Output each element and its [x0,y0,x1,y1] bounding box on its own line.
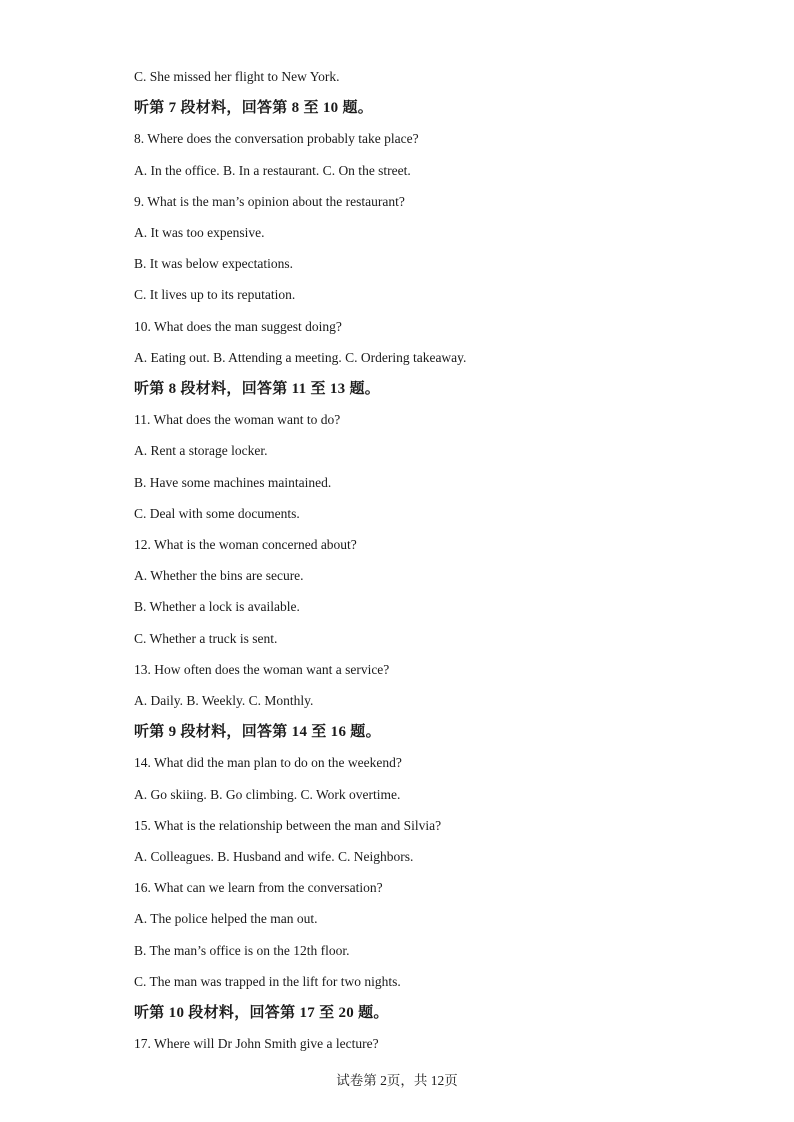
question-line: 17. Where will Dr John Smith give a lecture? [134,1036,379,1052]
question-line: 13. How often does the woman want a service? [134,661,390,677]
question-line: B. It was below expectations. [134,256,293,272]
question-line: 16. What can we learn from the conversation? [134,880,383,896]
section-heading: 听第 10 段材料，回答第 17 至 20 题。 [134,1005,389,1021]
section-heading: 听第 8 段材料，回答第 11 至 13 题。 [134,381,381,397]
question-line: A. Daily. B. Weekly. C. Monthly. [134,693,314,708]
question-line: 15. What is the relationship between the man and Silvia? [134,817,442,833]
question-line: 9. What is the man’s opinion about the restaurant? [134,193,405,209]
question-line: C. It lives up to its reputation. [134,287,296,303]
question-line: A. It was too expensive. [134,225,265,240]
question-line: A. Eating out. B. Attending a meeting. C. Ordering takeaway. [134,349,467,365]
question-line: 12. What is the woman concerned about? [134,537,357,552]
question-line: A. In the office. B. In a restaurant. C. On the street. [134,162,411,178]
page-footer: 试卷第 2页，共 12页 [336,1073,458,1088]
question-line: C. She missed her flight to New York. [134,69,340,84]
question-line: 8. Where does the conversation probably take place? [134,131,419,147]
question-line: A. Rent a storage locker. [134,443,268,459]
question-line: C. The man was trapped in the lift for two nights. [134,973,401,989]
question-line: B. Have some machines maintained. [134,474,332,490]
question-line: 10. What does the man suggest doing? [134,318,342,334]
question-line: A. Whether the bins are secure. [134,568,304,584]
section-heading: 听第 7 段材料，回答第 8 至 10 题。 [134,100,374,117]
question-line: 14. What did the man plan to do on the weekend? [134,755,402,771]
question-line: A. Go skiing. B. Go climbing. C. Work overtime. [134,786,401,802]
question-line: B. The man’s office is on the 12th floor. [134,942,350,958]
question-line: C. Deal with some documents. [134,505,300,521]
question-line: 11. What does the woman want to do? [134,412,341,428]
section-heading: 听第 9 段材料，回答第 14 至 16 题。 [134,724,381,741]
question-line: A. The police helped the man out. [134,911,318,927]
question-line: C. Whether a truck is sent. [134,630,278,646]
question-line: B. Whether a lock is available. [134,599,300,615]
question-line: A. Colleagues. B. Husband and wife. C. Neighbors. [134,849,414,864]
